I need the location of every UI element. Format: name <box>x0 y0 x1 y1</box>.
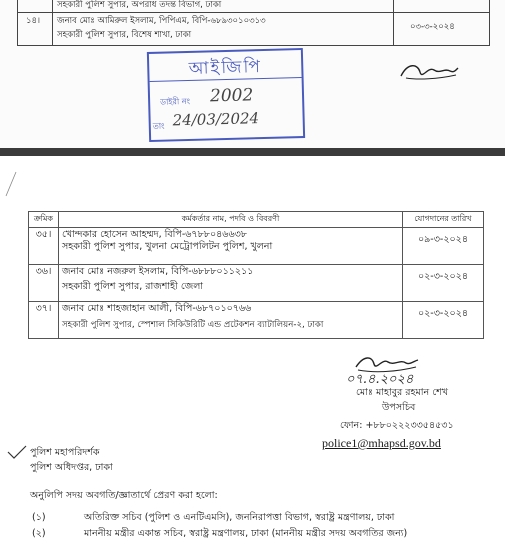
header-serial: ক্রমিক <box>29 212 59 228</box>
row-details <box>59 265 403 302</box>
officers-table <box>28 211 484 339</box>
row-name: জনাব মোঃ নজরুল ইসলাম, বিপি-৬৮৮৮০১১২১১ <box>62 266 254 277</box>
signature-date: ০৭.৪.২০২৪ <box>346 372 414 387</box>
stamp-number-label: ডাইরী নং <box>160 96 191 107</box>
row-name: খোন্দকার হোসেন আহম্মদ, বিপি-৬৭৮৮০৪৬৬৩৮ <box>62 229 247 240</box>
signatory-designation: উপসচিব <box>382 402 416 413</box>
table-header-row <box>29 212 484 228</box>
table-row <box>29 228 484 265</box>
row-designation: সহকারী পুলিশ সুপার, রাজশাহী জেলা <box>62 281 204 292</box>
stamp-number-value: 2002 <box>209 85 254 107</box>
row-14-name: জনাব মোঃ আমিরুল ইসলাম, পিপিএম, বিপি-৬৮৯৩০১০৩১৩ <box>57 16 266 26</box>
recipient-title: পুলিশ মহাপরিদর্শক <box>30 447 100 458</box>
row-designation: সহকারী পুলিশ সুপার, স্পেশাল সিকিউরিটি এন্ড প্রটেকশন ব্যাটালিয়ন-২, ঢাকা <box>62 320 324 330</box>
copy-item-number: (১) <box>32 512 46 523</box>
stray-mark <box>2 170 18 200</box>
row-date: ০২-৩-২০২৪ <box>403 302 484 339</box>
row-details <box>59 228 403 265</box>
copy-item-number: (২) <box>32 528 46 539</box>
stamp-title: আইজিপি <box>188 57 263 79</box>
row-serial: ৩৭। <box>29 302 59 339</box>
header-name: কর্মকর্তার নাম, পদবি ও বিবরণী <box>59 212 403 228</box>
row-name: জনাব মোঃ শাহজাহান আলী, বিপি-৬৮৭০১০৭৬৬ <box>62 303 252 314</box>
row-14-designation: সহকারী পুলিশ সুপার, বিশেষ শাখা, ঢাকা <box>57 30 192 40</box>
page-divider <box>0 148 505 156</box>
signature-scribble-top <box>398 60 460 84</box>
tick-mark-icon <box>6 444 28 462</box>
copy-item-text: অতিরিক্ত সচিব (পুলিশ ও এনটিএমসি), জননিরাপত্তা বিভাগ, স্বরাষ্ট্র মন্ত্রণালয়, ঢাকা <box>84 512 395 523</box>
received-stamp <box>147 48 305 142</box>
row-14-serial: ১৪। <box>26 16 41 26</box>
stamp-date-value: 24/03/2024 <box>172 109 260 130</box>
stamp-date-label: তাং <box>152 121 165 131</box>
row-details <box>59 302 403 339</box>
table-row <box>29 265 484 302</box>
signatory-phone: ফোন: +৮৮০২২২৩৩৫৪৫৩১ <box>340 420 454 431</box>
fragment-line: সহকারী পুলিশ সুপার, অপরাধ তদন্ত বিভাগ, ঢাকা <box>57 0 222 10</box>
row-serial: ৩৫। <box>29 228 59 265</box>
copy-item-text: মাননীয় মন্ত্রীর একান্ত সচিব, স্বরাষ্ট্র মন্ত্রণালয়, ঢাকা (মাননীয় মন্ত্রীর সদয় অবগতির জন্য) <box>84 528 408 539</box>
table-row <box>29 302 484 339</box>
signatory-name: মোঃ মাহাবুর রহমান শেখ <box>356 387 448 398</box>
row-14-date: ০৩-৩-২০২৪ <box>410 22 455 32</box>
row-designation: সহকারী পুলিশ সুপার, খুলনা মেট্রোপলিটন পুলিশ, খুলনা <box>62 241 273 252</box>
previous-page-fragment <box>0 0 505 148</box>
recipient-office: পুলিশ অধিদপ্তর, ঢাকা <box>30 462 113 473</box>
row-date: ০৯-৩-২০২৪ <box>403 228 484 265</box>
copy-note: অনুলিপি সদয় অবগতি/জ্ঞাতার্থে প্রেরণ করা হলো: <box>30 490 218 501</box>
header-date: যোগদানের তারিখ <box>403 212 484 228</box>
row-date: ০২-৩-২০২৪ <box>403 265 484 302</box>
row-serial: ৩৬। <box>29 265 59 302</box>
signatory-email-link[interactable]: police1@mhapsd.gov.bd <box>322 436 441 450</box>
